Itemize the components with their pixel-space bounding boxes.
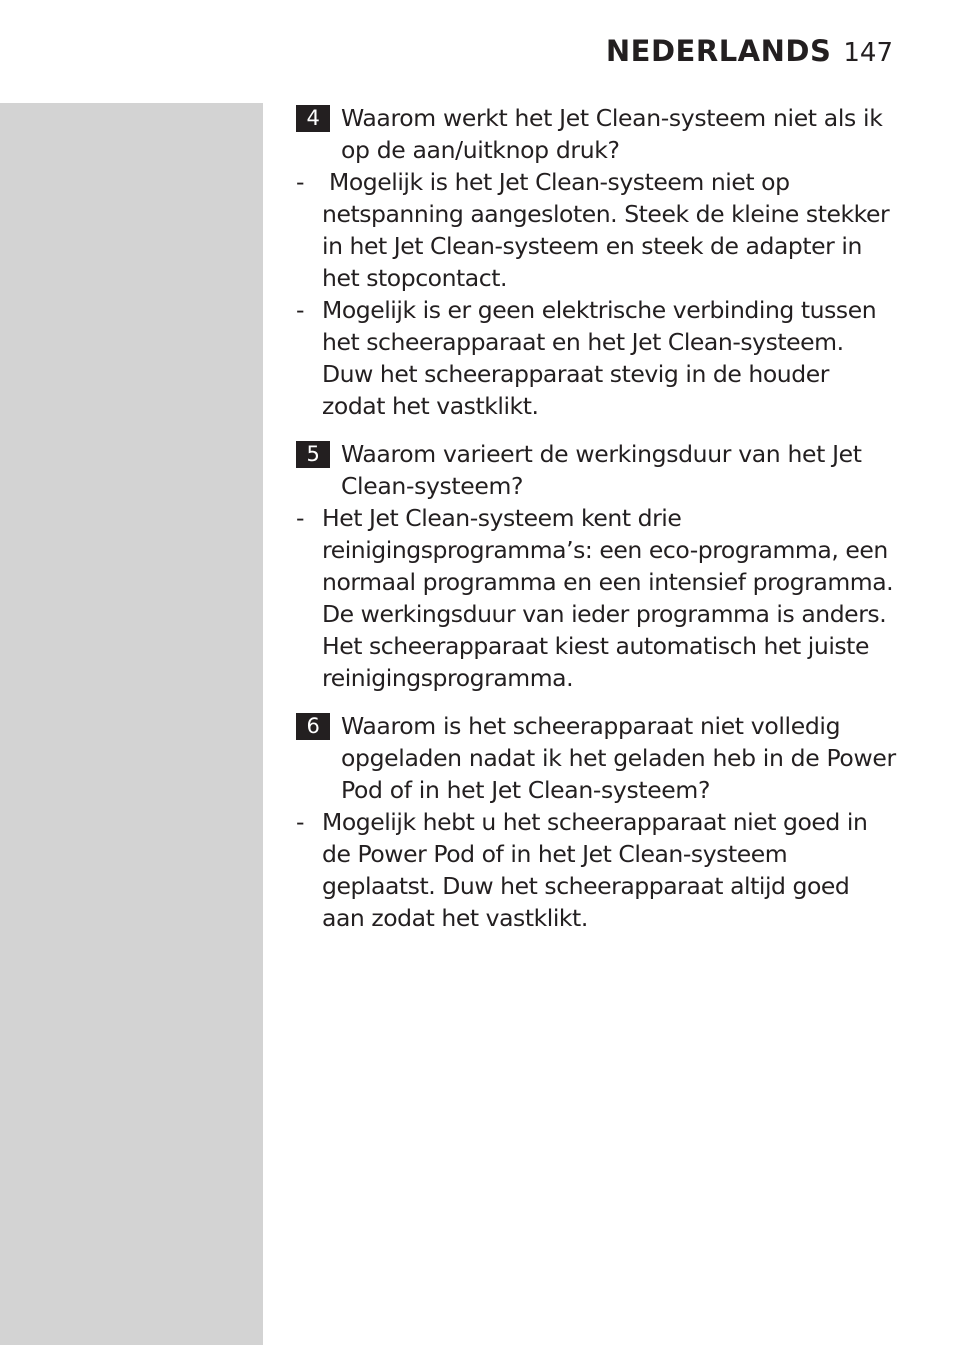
- faq-question: [296, 438, 896, 502]
- question-number-badge: 4: [296, 105, 330, 132]
- answer-item: [296, 166, 896, 294]
- faq-item-5: [296, 438, 896, 694]
- answer-text: Mogelijk hebt u het scheerapparaat niet goed in de Power Pod of in het Jet Clean-systeem geplaatst. Duw het scheerapparaat altijd goed aan zodat het vastklikt.: [322, 808, 868, 932]
- faq-content: [296, 102, 896, 950]
- faq-question: [296, 102, 896, 166]
- answer-list: [296, 502, 896, 694]
- question-number-badge: 5: [296, 441, 330, 468]
- question-text: Waarom varieert de werkingsduur van het Jet Clean-systeem?: [341, 440, 862, 500]
- dash-bullet: -: [296, 808, 305, 836]
- question-text: Waarom werkt het Jet Clean-systeem niet als ik op de aan/uitknop druk?: [341, 104, 883, 164]
- answer-item: [296, 806, 896, 934]
- faq-item-6: [296, 710, 896, 934]
- question-number-badge: 6: [296, 713, 330, 740]
- page-number: 147: [843, 38, 893, 68]
- faq-question: [296, 710, 896, 806]
- page-header: [606, 34, 893, 68]
- answer-item: [296, 502, 896, 694]
- answer-list: [296, 806, 896, 934]
- dash-bullet: -: [296, 296, 305, 324]
- answer-text: Mogelijk is het Jet Clean-systeem niet op netspanning aangesloten. Steek de kleine stekker in het Jet Clean-systeem en steek de adapter in het stopcontact.: [322, 168, 897, 292]
- language-title: NEDERLANDS: [605, 34, 832, 68]
- faq-item-4: [296, 102, 896, 422]
- answer-list: [296, 166, 896, 422]
- dash-bullet: -: [296, 168, 305, 196]
- side-margin-panel: [0, 103, 263, 1345]
- dash-bullet: -: [296, 504, 305, 532]
- question-text: Waarom is het scheerapparaat niet volledig opgeladen nadat ik het geladen heb in de Power Pod of in het Jet Clean-systeem?: [341, 712, 896, 804]
- answer-text: Mogelijk is er geen elektrische verbinding tussen het scheerapparaat en het Jet Clean-systeem. Duw het scheerapparaat stevig in de houder zodat het vastklikt.: [322, 296, 877, 420]
- answer-text: Het Jet Clean-systeem kent drie reinigingsprogramma’s: een eco-programma, een normaal programma en een intensief programma. De werkingsduur van ieder programma is anders. Het scheerapparaat kiest automatisch het juiste reinigingsprogramma.: [322, 504, 894, 692]
- answer-item: [296, 294, 896, 422]
